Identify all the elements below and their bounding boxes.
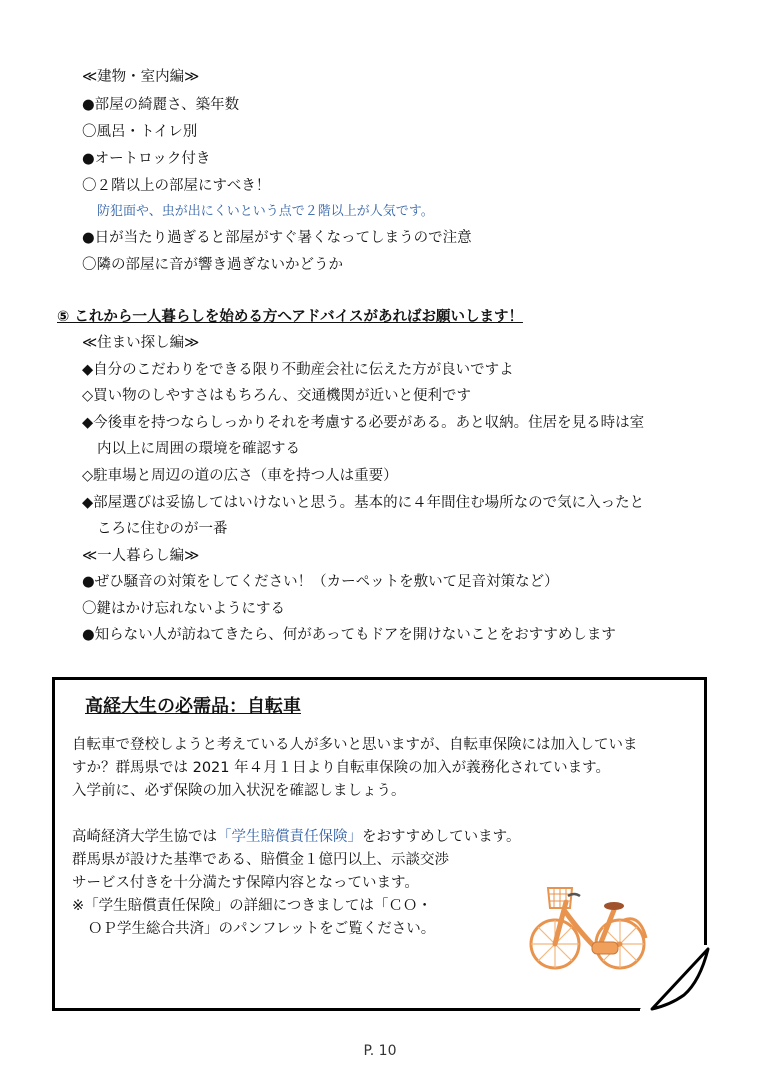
list-item: 〇隣の部屋に音が響き過ぎないかどうか [82,257,343,273]
question-title: ⑤ これから一人暮らしを始める方へアドバイスがあればお願いします！ [57,309,523,325]
page-curl-icon [640,945,712,1015]
box-text-suffix: をおすすめしています。 [362,829,521,845]
list-item: 〇２階以上の部屋にすべき！ [82,178,271,194]
list-item-continuation: ころに住むのが一番 [97,521,228,537]
box-title: 高経大生の必需品：自転車 [85,696,301,717]
building-section-header: ≪建物・室内編≫ [82,69,200,85]
box-text-prefix: 高崎経済大学生協では [72,829,217,845]
list-item: ●部屋の綺麗さ、築年数 [82,97,240,113]
page-number: P. 10 [363,1043,397,1059]
note-text: 防犯面や、虫が出にくいという点で２階以上が人気です。 [97,204,434,219]
box-text-line: 群馬県が設けた基準である、賠償金１億円以上、示談交渉 [72,852,449,868]
list-item: ●知らない人が訪ねてきたら、何があってもドアを開けないことをおすすめします [82,627,616,643]
box-text-line: ＯＰ学生総合共済」のパンフレットをご覧ください。 [88,921,436,937]
list-item: ◆自分のこだわりをできる限り不動産会社に伝えた方が良いですよ [82,362,514,378]
list-item: ●ぜひ騒音の対策をしてください！（カーペットを敷いて足音対策など） [82,574,559,590]
list-item: 〇風呂・トイレ別 [82,124,198,140]
list-item-continuation: 内以上に周囲の環境を確認する [97,441,300,457]
box-text-line: すか？群馬県では 2021 年４月１日より自転車保険の加入が義務化されています。 [72,760,610,776]
insurance-highlight: 「学生賠償責任保険」 [217,829,362,845]
list-item: ◆部屋選びは妥協してはいけないと思う。基本的に４年間住む場所なので気に入ったと [82,495,645,511]
list-item: 〇鍵はかけ忘れないようにする [82,601,285,617]
life-section-header: ≪一人暮らし編≫ [82,548,200,564]
list-item: ◇駐車場と周辺の道の広さ（車を持つ人は重要） [82,468,398,484]
list-item: ●日が当たり過ぎると部屋がすぐ暑くなってしまうので注意 [82,230,472,246]
box-text-line [72,826,520,848]
bicycle-icon [528,880,648,975]
box-text-line: 入学前に、必ず保険の加入状況を確認しましょう。 [72,783,406,799]
list-item: ◇買い物のしやすさはもちろん、交通機関が近いと便利です [82,388,472,404]
box-text-line: サービス付きを十分満たす保障内容となっています。 [72,875,419,891]
list-item: ●オートロック付き [82,151,211,167]
box-text-line: ※「学生賠償責任保険」の詳細につきましては「ＣＯ・ [72,898,432,914]
list-item: ◆今後車を持つならしっかりそれを考慮する必要がある。あと収納。住居を見る時は室 [82,415,645,431]
house-section-header: ≪住まい探し編≫ [82,335,200,351]
box-text-line: 自転車で登校しようと考えている人が多いと思いますが、自転車保険には加入していま [72,737,638,753]
